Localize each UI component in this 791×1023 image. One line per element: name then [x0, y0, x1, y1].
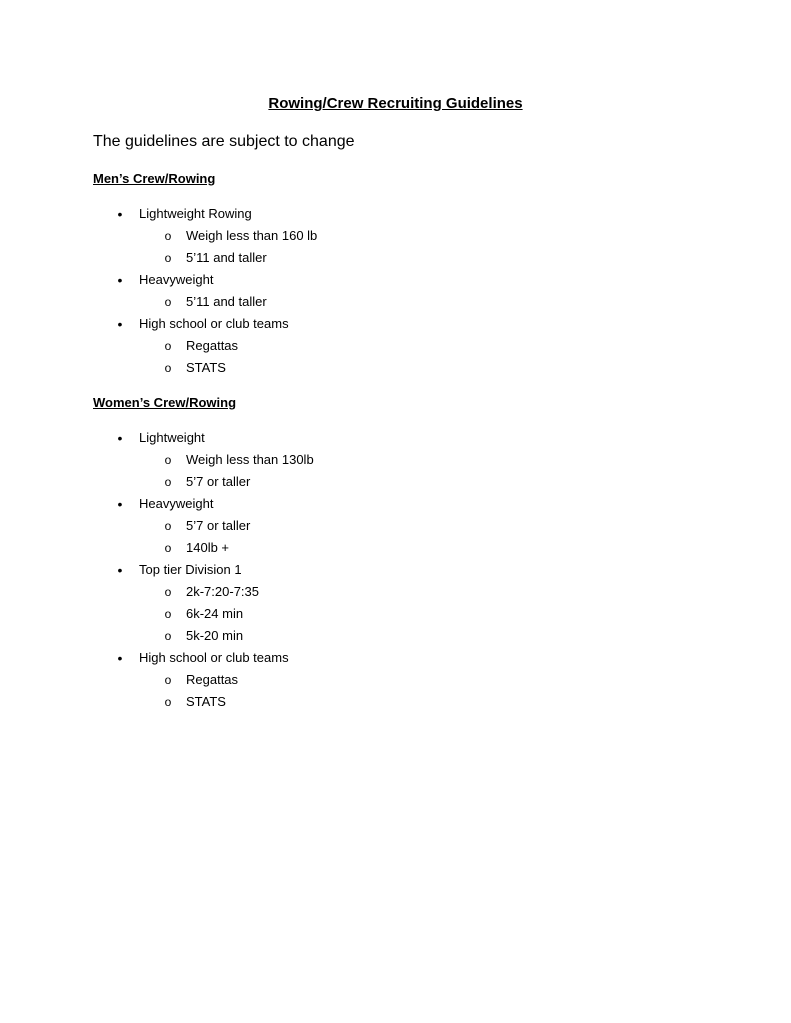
bullet-icon: •	[117, 650, 123, 666]
list-item-text: STATS	[186, 694, 226, 709]
list-item-text: Regattas	[186, 338, 239, 353]
hollow-bullet-icon: o	[164, 475, 172, 489]
section-heading-womens: Women’s Crew/Rowing	[93, 395, 237, 410]
bullet-icon: •	[117, 206, 123, 222]
hollow-bullet-icon: o	[164, 695, 172, 709]
list-item-text: 5’7 or taller	[186, 474, 251, 489]
hollow-bullet-icon: o	[164, 295, 172, 309]
list-item-text: 140lb +	[186, 540, 230, 555]
hollow-bullet-icon: o	[164, 541, 172, 555]
list-item-text: Heavyweight	[139, 272, 214, 287]
document-title: Rowing/Crew Recruiting Guidelines	[268, 95, 523, 112]
list-item-text: Lightweight	[139, 430, 205, 445]
bullet-icon: •	[117, 316, 123, 332]
list-item-text: 6k-24 min	[186, 606, 244, 621]
list-item-text: 5’7 or taller	[186, 518, 251, 533]
list-item-text: 2k-7:20-7:35	[186, 584, 259, 599]
list-item-text: High school or club teams	[139, 650, 289, 665]
list-item-text: 5’11 and taller	[186, 294, 267, 309]
list-item-text: Lightweight Rowing	[139, 206, 252, 221]
hollow-bullet-icon: o	[164, 453, 172, 467]
hollow-bullet-icon: o	[164, 607, 172, 621]
hollow-bullet-icon: o	[164, 519, 172, 533]
list-item-text: 5’11 and taller	[186, 250, 267, 265]
list-item-text: Heavyweight	[139, 496, 214, 511]
hollow-bullet-icon: o	[164, 361, 172, 375]
bullet-icon: •	[117, 272, 123, 288]
hollow-bullet-icon: o	[164, 229, 172, 243]
list-item-text: High school or club teams	[139, 316, 289, 331]
list-item-text: Weigh less than 160 lb	[186, 228, 318, 243]
hollow-bullet-icon: o	[164, 629, 172, 643]
hollow-bullet-icon: o	[164, 673, 172, 687]
list-item-text: STATS	[186, 360, 226, 375]
list-item-text: Regattas	[186, 672, 239, 687]
section-heading-mens: Men’s Crew/Rowing	[93, 171, 216, 186]
list-item-text: 5k-20 min	[186, 628, 244, 643]
hollow-bullet-icon: o	[164, 251, 172, 265]
hollow-bullet-icon: o	[164, 339, 172, 353]
hollow-bullet-icon: o	[164, 585, 172, 599]
bullet-icon: •	[117, 562, 123, 578]
bullet-icon: •	[117, 496, 123, 512]
list-item-text: Top tier Division 1	[139, 562, 242, 577]
list-item-text: Weigh less than 130lb	[186, 452, 314, 467]
document-subtitle: The guidelines are subject to change	[93, 133, 355, 150]
bullet-icon: •	[117, 430, 123, 446]
